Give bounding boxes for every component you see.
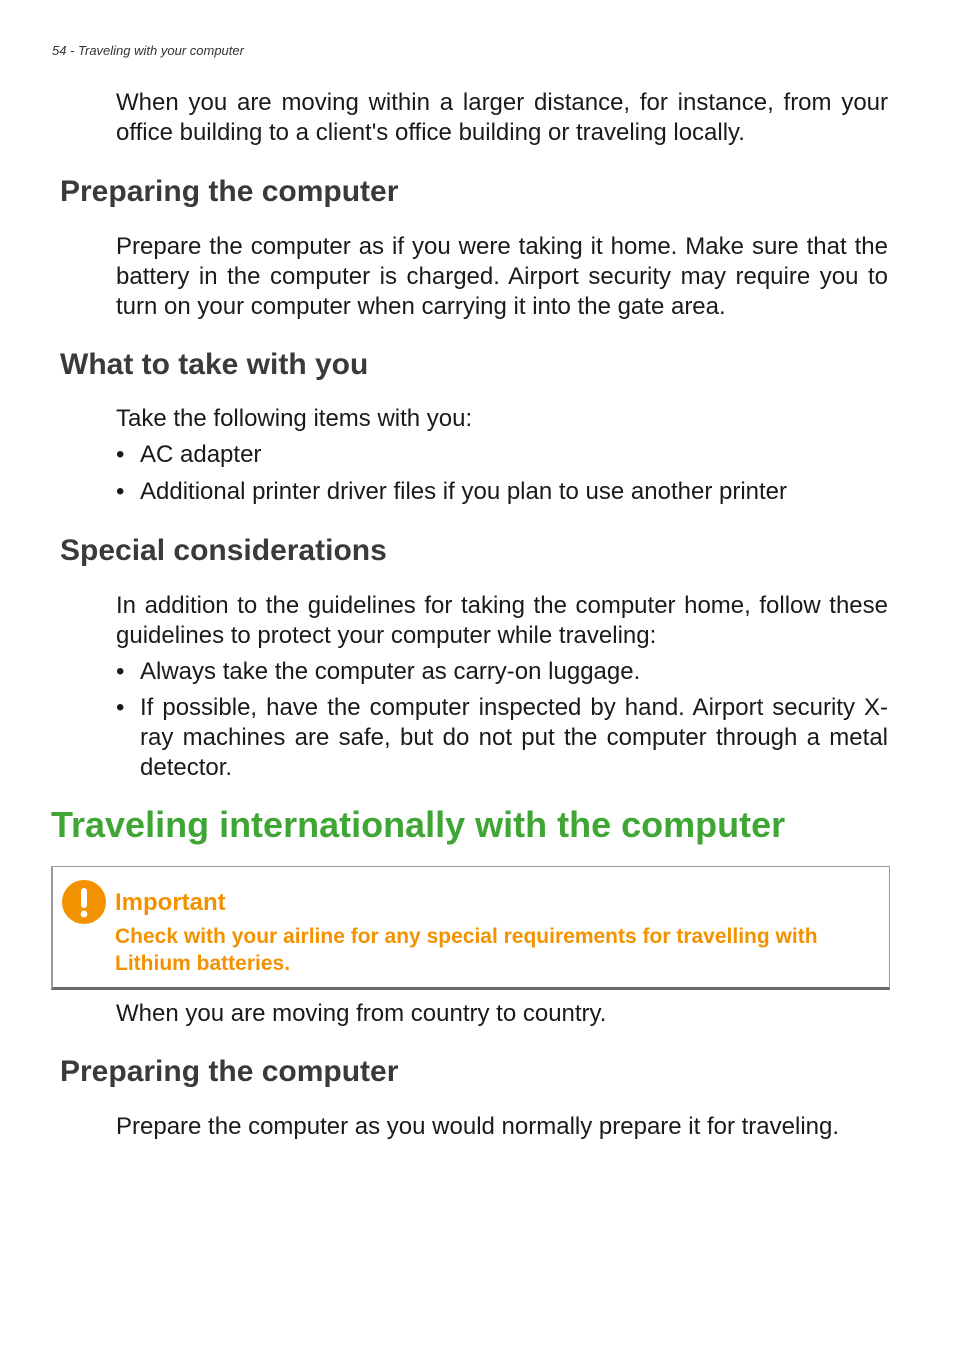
running-header: 54 - Traveling with your computer xyxy=(52,43,244,58)
list-item xyxy=(116,440,888,470)
list-item-text: Always take the computer as carry-on luggage. xyxy=(140,658,641,685)
bullet-icon: • xyxy=(116,441,125,468)
important-note-title: Important xyxy=(115,889,226,916)
preparing-computer-body: Prepare the computer as if you were taking it home. Make sure that the battery in the computer is charged. Airport security may require you to turn on your computer when carrying it into the gate area. xyxy=(116,233,888,320)
important-note-body: Check with your airline for any special requirements for travelling with Lithium batteries. xyxy=(115,925,818,975)
list-item-text: Additional printer driver files if you plan to use another printer xyxy=(140,478,788,505)
preparing-computer-international-body: Prepare the computer as you would normally prepare it for traveling. xyxy=(116,1113,840,1140)
list-item xyxy=(116,657,888,687)
list-item-text: If possible, have the computer inspected by hand. Airport security X-ray machines are safe, but do not put the computer through a metal detector. xyxy=(140,694,888,781)
what-to-take-list xyxy=(116,440,888,507)
special-considerations-list xyxy=(116,657,888,783)
important-note xyxy=(51,866,890,990)
list-item-text: AC adapter xyxy=(140,441,262,468)
list-item xyxy=(116,693,888,783)
exclamation-icon xyxy=(62,880,106,924)
local-travel-intro: When you are moving within a larger distance, for instance, from your office building to a client's office building or traveling locally. xyxy=(116,89,888,146)
special-considerations-intro: In addition to the guidelines for taking the computer home, follow these guidelines to protect your computer while traveling: xyxy=(116,592,888,649)
heading-what-to-take: What to take with you xyxy=(60,348,369,381)
what-to-take-intro: Take the following items with you: xyxy=(116,405,473,432)
heading-special-considerations: Special considerations xyxy=(60,534,387,567)
international-intro: When you are moving from country to country. xyxy=(116,1000,607,1027)
bullet-icon: • xyxy=(116,478,125,505)
heading-traveling-internationally: Traveling internationally with the computer xyxy=(51,804,786,845)
bullet-icon: • xyxy=(116,658,125,685)
heading-preparing-computer-international: Preparing the computer xyxy=(60,1055,399,1088)
bullet-icon: • xyxy=(116,694,125,721)
heading-preparing-computer: Preparing the computer xyxy=(60,175,399,208)
list-item xyxy=(116,477,888,507)
